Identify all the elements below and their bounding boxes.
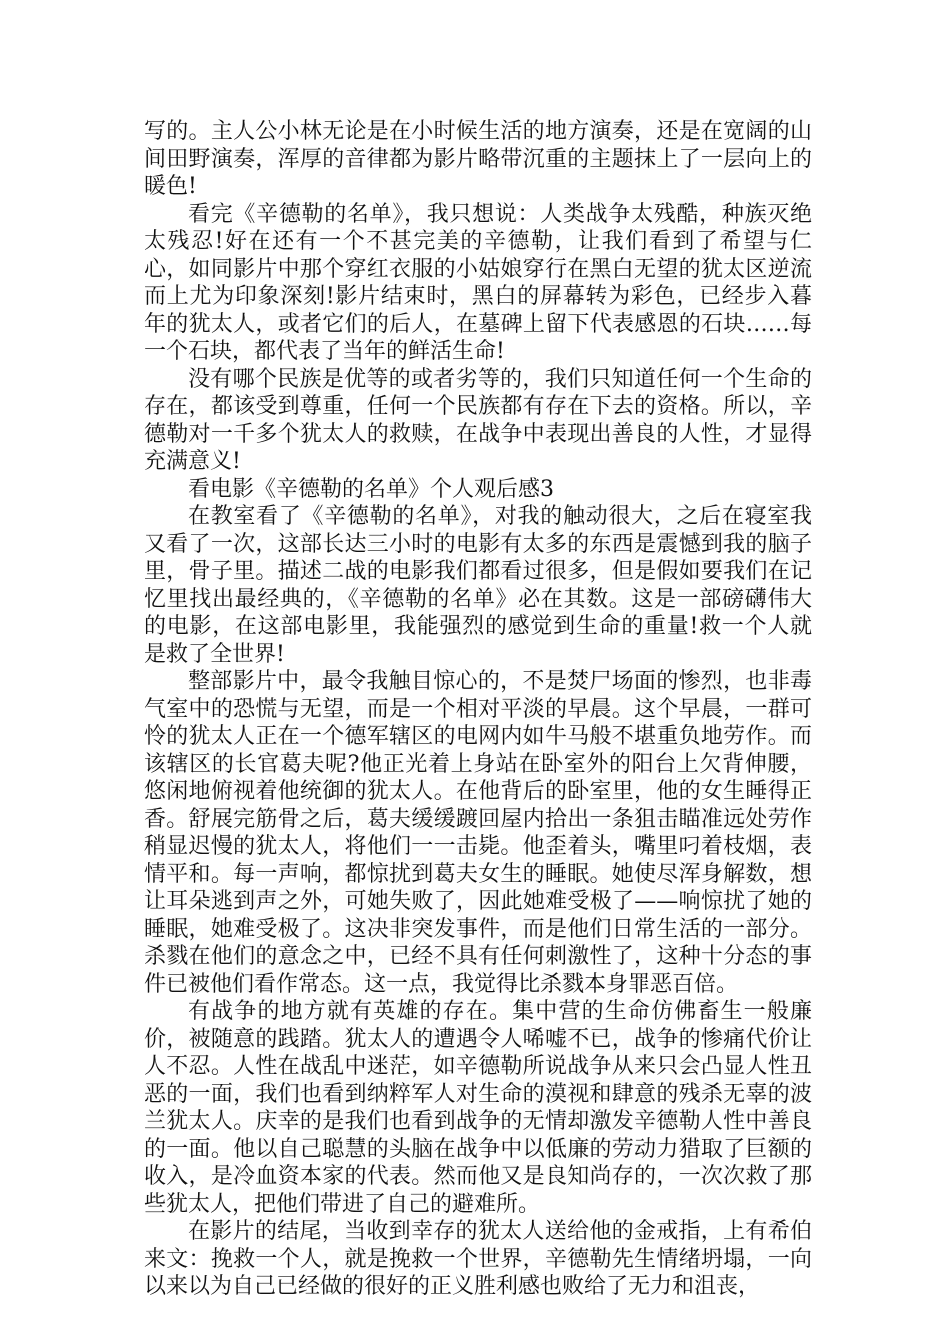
- paragraph-reflection: 看完《辛德勒的名单》，我只想说：人类战争太残酷，种族灭绝太残忍!好在还有一个不甚完美的辛德勒，让我们看到了希望与仁心，如同影片中那个穿红衣服的小姑娘穿行在黑白无望的犹太区逆流而上尤为印象深刻!影片结束时，黑白的屏幕转为彩色，已经步入暮年的犹太人，或者它们的后人，在墓碑上留下代表感恩的石块……每一个石块，都代表了当年的鲜活生命!: [144, 201, 812, 364]
- paragraph-continuation: 写的。主人公小林无论是在小时候生活的地方演奏，还是在宽阔的山间田野演奏，浑厚的音律都为影片略带沉重的主题抹上了一层向上的暖色!: [144, 119, 812, 199]
- paragraph-classroom-viewing: 在教室看了《辛德勒的名单》，对我的触动很大，之后在寝室我又看了一次，这部长达三小时的电影有太多的东西是震憾到我的脑子里，骨子里。描述二战的电影我们都看过很多，但是假如要我们在记忆里找出最经典的，《辛德勒的名单》必在其数。这是一部磅礴伟大的电影，在这部电影里，我能强烈的感觉到生命的重量!救一个人就是救了全世界!: [144, 504, 812, 667]
- document-body: [144, 118, 812, 1301]
- section-heading: 看电影《辛德勒的名单》个人观后感3: [188, 476, 554, 502]
- paragraph-respect-for-life: 没有哪个民族是优等的或者劣等的，我们只知道任何一个生命的存在，都该受到尊重，任何一个民族都有存在下去的资格。所以，辛德勒对一千多个犹太人的救赎，在战争中表现出善良的人性，才显得充满意义!: [144, 366, 812, 474]
- paragraph-morning-scene: 整部影片中，最令我触目惊心的，不是焚尸场面的惨烈，也非毒气室中的恐慌与无望，而是一个相对平淡的早晨。这个早晨，一群可怜的犹太人正在一个德军辖区的电网内如牛马般不堪重负地劳作。而该辖区的长官葛夫呢?他正光着上身站在卧室外的阳台上欠背伸腰，悠闲地俯视着他统御的犹太人。在他背后的卧室里，他的女生睡得正香。舒展完筋骨之后，葛夫缓缓踱回屋内拾出一条狙击瞄准远处劳作稍显迟慢的犹太人，将他们一一击毙。他歪着头，嘴里叼着枝烟，表情平和。每一声响，都惊扰到葛夫女生的睡眠。她使尽浑身解数，想让耳朵逃到声之外，可她失败了，因此她难受极了——响惊扰了她的睡眠，她难受极了。这决非突发事件，而是他们日常生活的一部分。杀戮在他们的意念之中，已经不具有任何刺激性了，这种十分态的事件已被他们看作常态。这一点，我觉得比杀戮本身罪恶百倍。: [144, 669, 812, 997]
- paragraph-heroes-in-war: 有战争的地方就有英雄的存在。集中营的生命仿佛畜生一般廉价，被随意的践踏。犹太人的遭遇令人唏嘘不已，战争的惨痛代价让人不忍。人性在战乱中迷茫，如辛德勒所说战争从来只会凸显人性丑恶的一面，我们也看到纳粹军人对生命的漠视和肆意的残杀无辜的波兰犹太人。庆幸的是我们也看到战争的无情却激发辛德勒人性中善良的一面。他以自己聪慧的头脑在战争中以低廉的劳动力猎取了巨额的收入，是冷血资本家的代表。然而他又是良知尚存的，一次次救了那些犹太人，把他们带进了自己的避难所。: [144, 999, 812, 1217]
- paragraph-ending: 在影片的结尾，当收到幸存的犹太人送给他的金戒指，上有希伯来文：挽救一个人，就是挽救一个世界，辛德勒先生情绪坍塌，一向以来以为自己已经做的很好的正义胜利感也败给了无力和沮丧，: [144, 1219, 812, 1299]
